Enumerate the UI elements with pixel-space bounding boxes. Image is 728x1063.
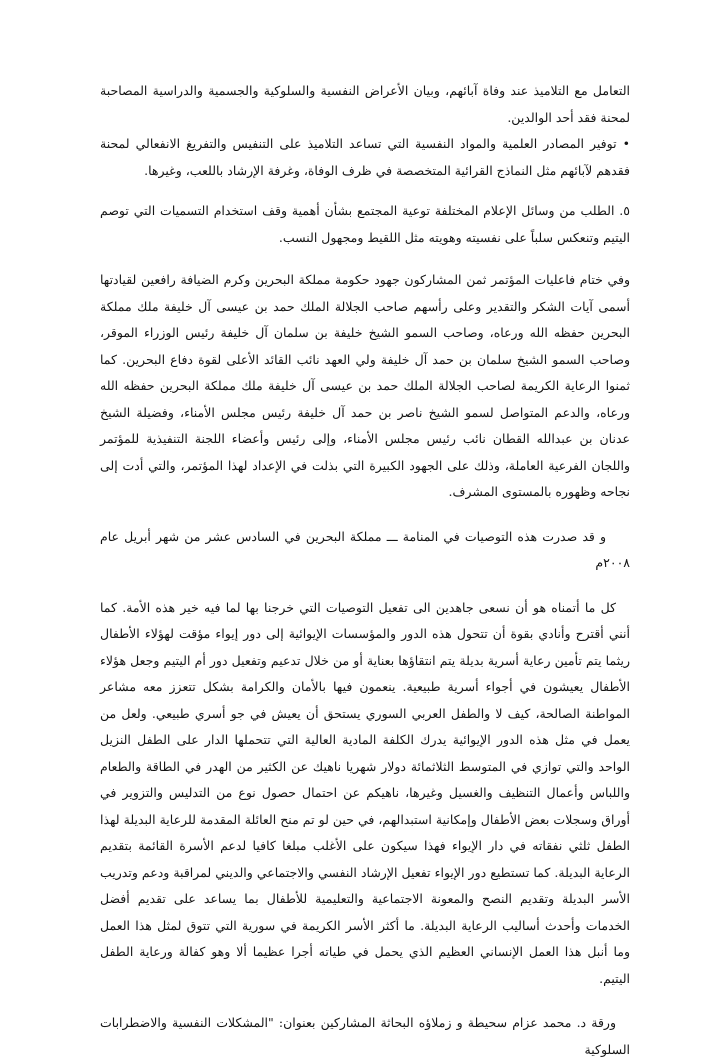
paragraph-mourning-symptoms: التعامل مع التلاميذ عند وفاة آبائهم، وبيان الأعراض النفسية والسلوكية والجسمية والدراسية المصاحبة لمحنة فقد أحد الوالدين.	[100, 83, 630, 125]
paragraph-conference-thanks: وفي ختام فاعليات المؤتمر ثمن المشاركون جهود حكومة مملكة البحرين وكرم الضيافة رافعين لقيادتها أسمى آيات الشكر والتقدير وعلى رأسهم صاحب الجلالة الملك حمد بن عيسى آل خليفة ملك مملكة البحرين حفظه الله ورعاه، وصاحب السمو الشيخ خليفة بن سلمان آل خليفة رئيس الوزراء الموقر، وصاحب السمو الشيخ سلمان بن حمد آل خليفة ولي العهد نائب القائد الأعلى لقوة دفاع البحرين. كما ثمنوا الرعاية الكريمة لصاحب الجلالة الملك حمد بن عيسى آل خليفة ملك مملكة البحرين حفظه الله ورعاه، والدعم المتواصل لسمو الشيخ ناصر بن حمد آل خليفة رئيس مجلس الأمناء، وفضيلة الشيخ عدنان بن عبدالله القطان نائب رئيس مجلس الأمناء، وإلى رئيس وأعضاء اللجنة التنفيذية للمؤتمر واللجان الفرعية العاملة، وذلك على الجهود الكبيرة التي بذلت في الإعداد لهذا المؤتمر، والتي أدت إلى نجاحه وظهوره بالمستوى المشرف.	[100, 272, 630, 499]
paragraph-paper-title: ورقة د. محمد عزام سحيطة و زملاؤه البحاثة المشاركين بعنوان: "المشكلات النفسية والاضطرابات السلوكية	[100, 1015, 630, 1057]
recommendation-item-5: ٥. الطلب من وسائل الإعلام المختلفة توعية المجتمع بشأن أهمية وقف استخدام التسميات التي توصم اليتيم وتنعكس سلباً على نفسيته وهويته مثل اللقيط ومجهول النسب.	[100, 203, 630, 245]
bullet-item-resources: • توفير المصادر العلمية والمواد النفسية التي تساعد التلاميذ على التنفيس والتفريغ الانفعالي لمحنة فقدهم لآبائهم مثل النماذج القرائية المتخصصة في ظرف الوفاة، وغرفة الإرشاد باللعب، وغيرها.	[100, 136, 630, 178]
document-page	[100, 78, 630, 1063]
paragraph-issue-date: و قد صدرت هذه التوصيات في المنامة ـــ مملكة البحرين في السادس عشر من شهر أبريل عام ٢٠٠٨م	[100, 528, 630, 570]
paragraph-author-proposal: كل ما أتمناه هو أن نسعى جاهدين الى تفعيل التوصيات التي خرجنا بها لما فيه خير هذه الأمة. كما أنني أقترح وأنادي بقوة أن تتحول هذه الدور والمؤسسات الإيوائية إلى دور إيواء مؤقت لهؤلاء الأطفال ريثما يتم تأمين رعاية أسرية بديلة يتم انتقاؤها بعناية أو من خلال تدعيم وتفعيل دور أم اليتيم وجعل هؤلاء الأطفال يعيشون في أجواء أسرية طبيعية. ينعمون فيها بالأمان والكرامة بشكل تتعزز معه مشاعر المواطنة الصالحة، كيف لا والطفل العربي السوري يستحق أن يعيش في جو أسري طبيعي. ولعل من يعمل في مثل هذه الدور الإيوائية يدرك الكلفة المادية العالية التي تتحملها الدار على الطفل النزيل الواحد والتي توازي في المتوسط الثلاثمائة دولار شهريا ناهيك عن الكثير من الهدر في الطاقة والطعام واللباس وأعمال التنظيف والغسيل وغيرها، ناهيكم عن احتمال حصول نوع من التدليس والتزوير في أوراق وسجلات بعض الأطفال وإمكانية استبدالهم، في حين لو تم منح العائلة المقدمة للرعاية البديلة لهذا الطفل ثلثي نفقاته في دار الإيواء فهذا سيكون على الأغلب مبلغا كافيا لدعم الأسرة القائمة بتقديم الرعاية البديلة. كما تستطيع دور الإيواء تفعيل الإرشاد النفسي والاجتماعي والديني لمراقبة ودعم وتدريب الأسر البديلة وتقديم النصح والمعونة الاجتماعية والتعليمية للأطفال بما يساعد على تقديم أفضل الخدمات وأحدث أساليب الرعاية البديلة. ما أكثر الأسر الكريمة في سورية التي تتوق لمثل هذا العمل وما أنبل هذا العمل الإنساني العظيم الذي يحمل في طياته أجرا عظيما ألا وهو كفالة ورعاية الطفل اليتيم.	[100, 599, 630, 986]
